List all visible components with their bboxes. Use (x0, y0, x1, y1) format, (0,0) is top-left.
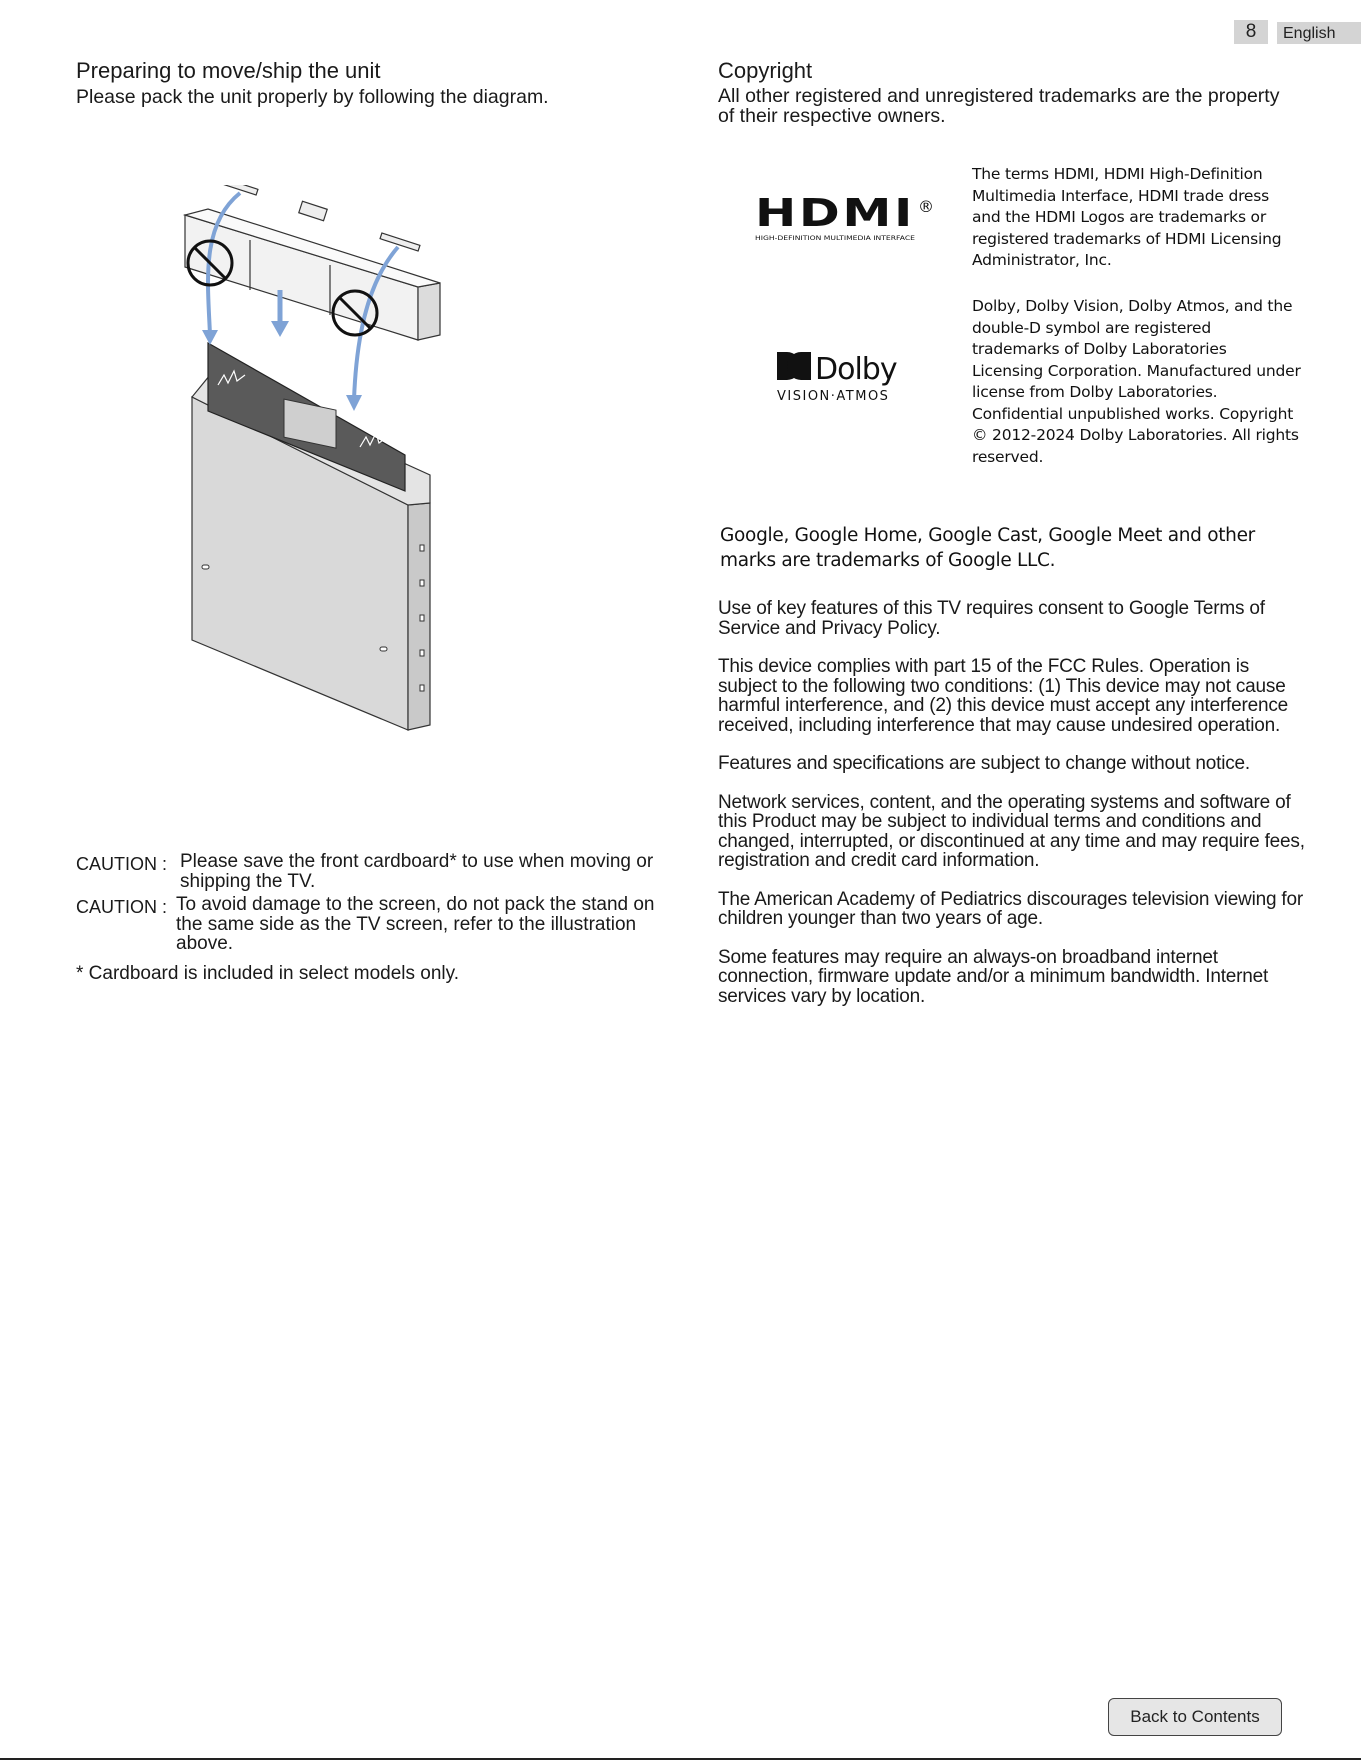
caution-label: CAUTION : (76, 897, 168, 917)
notice-paragraph: Features and specifications are subject to change without notice. (718, 753, 1250, 774)
notice-paragraph: Use of key features of this TV requires consent to Google Terms of Service and Privacy Policy. (718, 598, 1265, 639)
google-trademark-text: Google, Google Home, Google Cast, Google Meet and other marks are trademarks of Google LLC. (720, 525, 1255, 571)
notice-paragraph: Network services, content, and the operating systems and software of this Product may be subject to individual terms and conditions and changed, interrupted, or discontinued at any time and may require fees, registration and credit card information. (718, 791, 1305, 871)
double-d-icon (777, 352, 811, 380)
moving-intro: Please pack the unit properly by following the diagram. (76, 86, 549, 108)
moving-heading: Preparing to move/ship the unit (76, 58, 381, 83)
caution-list (76, 852, 666, 983)
dolby-logo-sub: VISION·ATMOS (777, 389, 890, 404)
hdmi-logo-tagline: HIGH-DEFINITION MULTIMEDIA INTERFACE (755, 234, 915, 242)
copyright-intro: All other registered and unregistered trademarks are the property of their respective owners. (718, 85, 1280, 127)
hdmi-logo-text: HDMI (755, 196, 915, 235)
caution-label: CAUTION : (76, 854, 168, 874)
notice-paragraphs (718, 599, 1308, 1025)
caution-item (76, 895, 666, 954)
back-to-contents-button[interactable]: Back to Contents (1108, 1698, 1282, 1736)
copyright-section (718, 58, 1298, 126)
foam-tray (185, 201, 440, 340)
dolby-logo (775, 348, 925, 406)
caution-item (76, 852, 666, 891)
copyright-heading: Copyright (718, 58, 813, 83)
dolby-logo-text: Dolby (815, 352, 897, 387)
notice-paragraph: This device complies with part 15 of the FCC Rules. Operation is subject to the following two conditions: (1) This device may not cause harmful interference, and (2) this device must accept any interference received, including interference that may cause undesired operation. (718, 656, 1289, 736)
cardboard-footnote: * Cardboard is included in select models only. (76, 962, 460, 984)
caution-text: To avoid damage to the screen, do not pack the stand on the same side as the TV screen, refer to the illustration above. (176, 894, 655, 954)
svg-text:®: ® (918, 197, 934, 216)
moving-section (76, 58, 666, 108)
dolby-trademark-text: Dolby, Dolby Vision, Dolby Atmos, and the double-D symbol are registered trademarks of Dolby Laboratories Licensing Corporation. Manufactured under license from Dolby Laboratories. Confidential unpublished works. Copyright © 2012-2024 Dolby Laboratories. All rights reserved. (972, 297, 1301, 466)
page-number: 8 (1234, 20, 1268, 44)
hdmi-trademark-text: The terms HDMI, HDMI High-Definition Multimedia Interface, HDMI trade dress and the HDMI Logos are trademarks or registered trademarks of HDMI Licensing Administrator, Inc. (972, 165, 1282, 269)
notice-paragraph: The American Academy of Pediatrics discourages television viewing for children younger than two years of age. (718, 888, 1303, 929)
packing-diagram (180, 185, 480, 735)
hdmi-logo (755, 196, 935, 244)
bottom-rule (0, 1758, 1361, 1760)
language-tag: English (1277, 22, 1361, 44)
notice-paragraph: Some features may require an always-on broadband internet connection, firmware update and/or a minimum bandwidth. Internet services vary by location. (718, 946, 1269, 1007)
caution-text: Please save the front cardboard* to use when moving or shipping the TV. (180, 851, 654, 892)
